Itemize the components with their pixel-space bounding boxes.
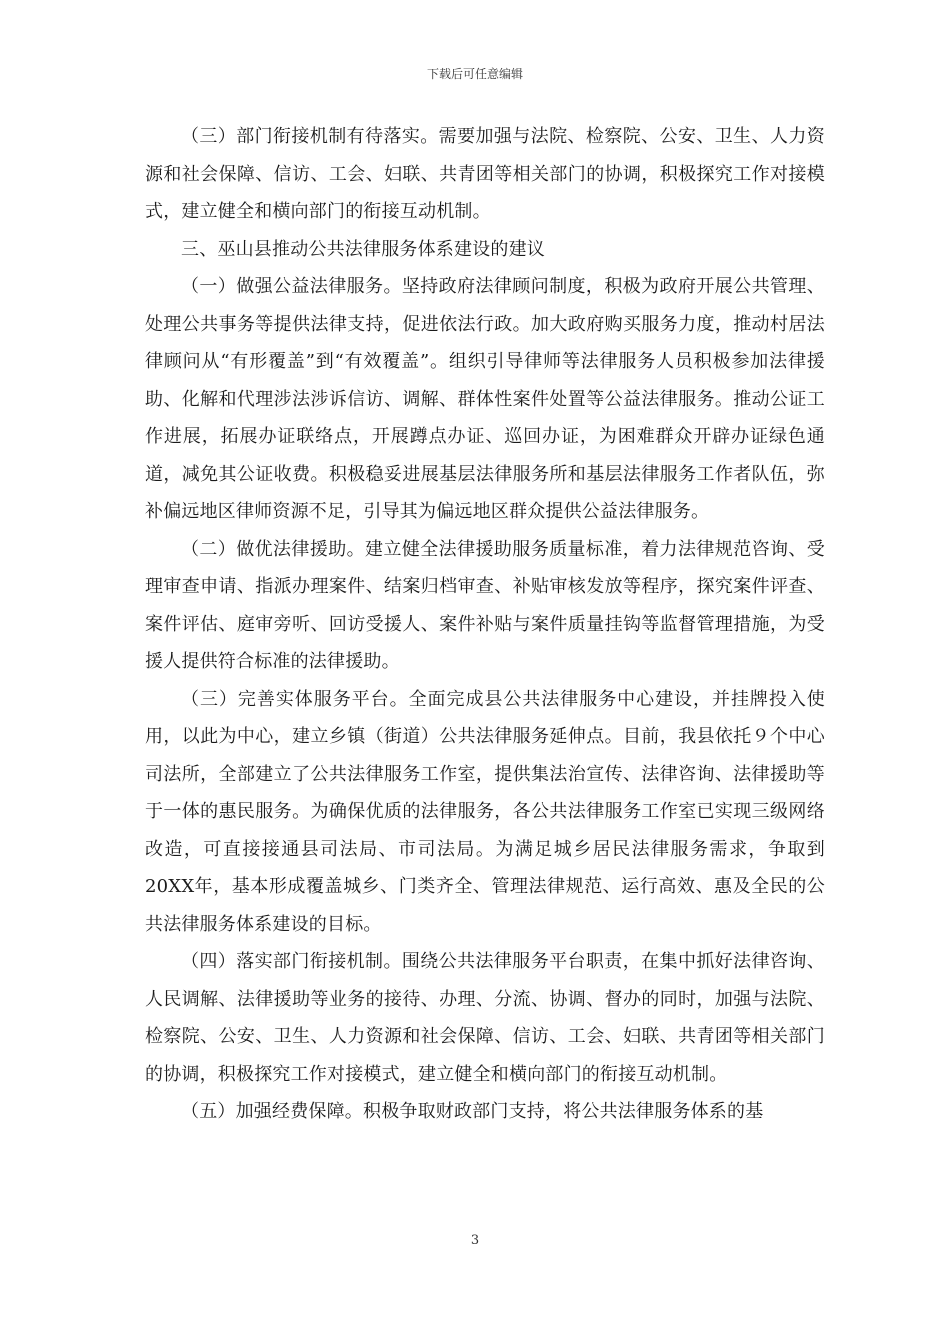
paragraph-public-legal-service: （一）做强公益法律服务。坚持政府法律顾问制度，积极为政府开展公共管理、处理公共事务等提供法律支持，促进依法行政。加大政府购买服务力度，推动村居法律顾问从“有形覆盖”到“有效覆盖”。组织引导律师等法律服务人员积极参加法律援助、化解和代理涉法涉诉信访、调解、群体性案件处置等公益法律服务。推动公证工作进展，拓展办证联络点，开展蹲点办证、巡回办证，为困难群众开辟办证绿色通道，减免其公证收费。积极稳妥进展基层法律服务所和基层法律服务工作者队伍，弥补偏远地区律师资源不足，引导其为偏远地区群众提供公益法律服务。	[145, 276, 825, 522]
section-heading-recommendations: 三、巫山县推动公共法律服务体系建设的建议	[181, 238, 545, 260]
paragraph-department-linkage-issue: （三）部门衔接机制有待落实。需要加强与法院、检察院、公安、卫生、人力资源和社会保障、信访、工会、妇联、共青团等相关部门的协调，积极探究工作对接模式，建立健全和横向部门的衔接互动机制。	[145, 126, 825, 222]
document-body	[145, 118, 825, 1131]
paragraph-funding-guarantee: （五）加强经费保障。积极争取财政部门支持，将公共法律服务体系的基	[181, 1101, 764, 1122]
paragraph-department-linkage-mechanism: （四）落实部门衔接机制。围绕公共法律服务平台职责，在集中抓好法律咨询、人民调解、法律援助等业务的接待、办理、分流、协调、督办的同时，加强与法院、检察院、公安、卫生、人力资源和社会保障、信访、工会、妇联、共青团等相关部门的协调，积极探究工作对接模式，建立健全和横向部门的衔接互动机制。	[145, 951, 825, 1085]
paragraph-service-platform: （三）完善实体服务平台。全面完成县公共法律服务中心建设，并挂牌投入使用，以此为中心，建立乡镇（街道）公共法律服务延伸点。目前，我县依托９个中心司法所，全部建立了公共法律服务工作室，提供集法治宣传、法律咨询、法律援助等于一体的惠民服务。为确保优质的法律服务，各公共法律服务工作室已实现三级网络改造，可直接接通县司法局、市司法局。为满足城乡居民法律服务需求，争取到20XX年，基本形成覆盖城乡、门类齐全、管理法律规范、运行高效、惠及全民的公共法律服务体系建设的目标。	[145, 688, 825, 935]
page-header-note: 下载后可任意编辑	[426, 67, 523, 81]
page-number: 3	[470, 1233, 480, 1248]
paragraph-legal-aid: （二）做优法律援助。建立健全法律援助服务质量标准，着力法律规范咨询、受理审查申请、指派办理案件、结案归档审查、补贴审核发放等程序，探究案件评查、案件评估、庭审旁听、回访受援人、案件补贴与案件质量挂钩等监督管理措施，为受援人提供符合标准的法律援助。	[145, 538, 825, 672]
